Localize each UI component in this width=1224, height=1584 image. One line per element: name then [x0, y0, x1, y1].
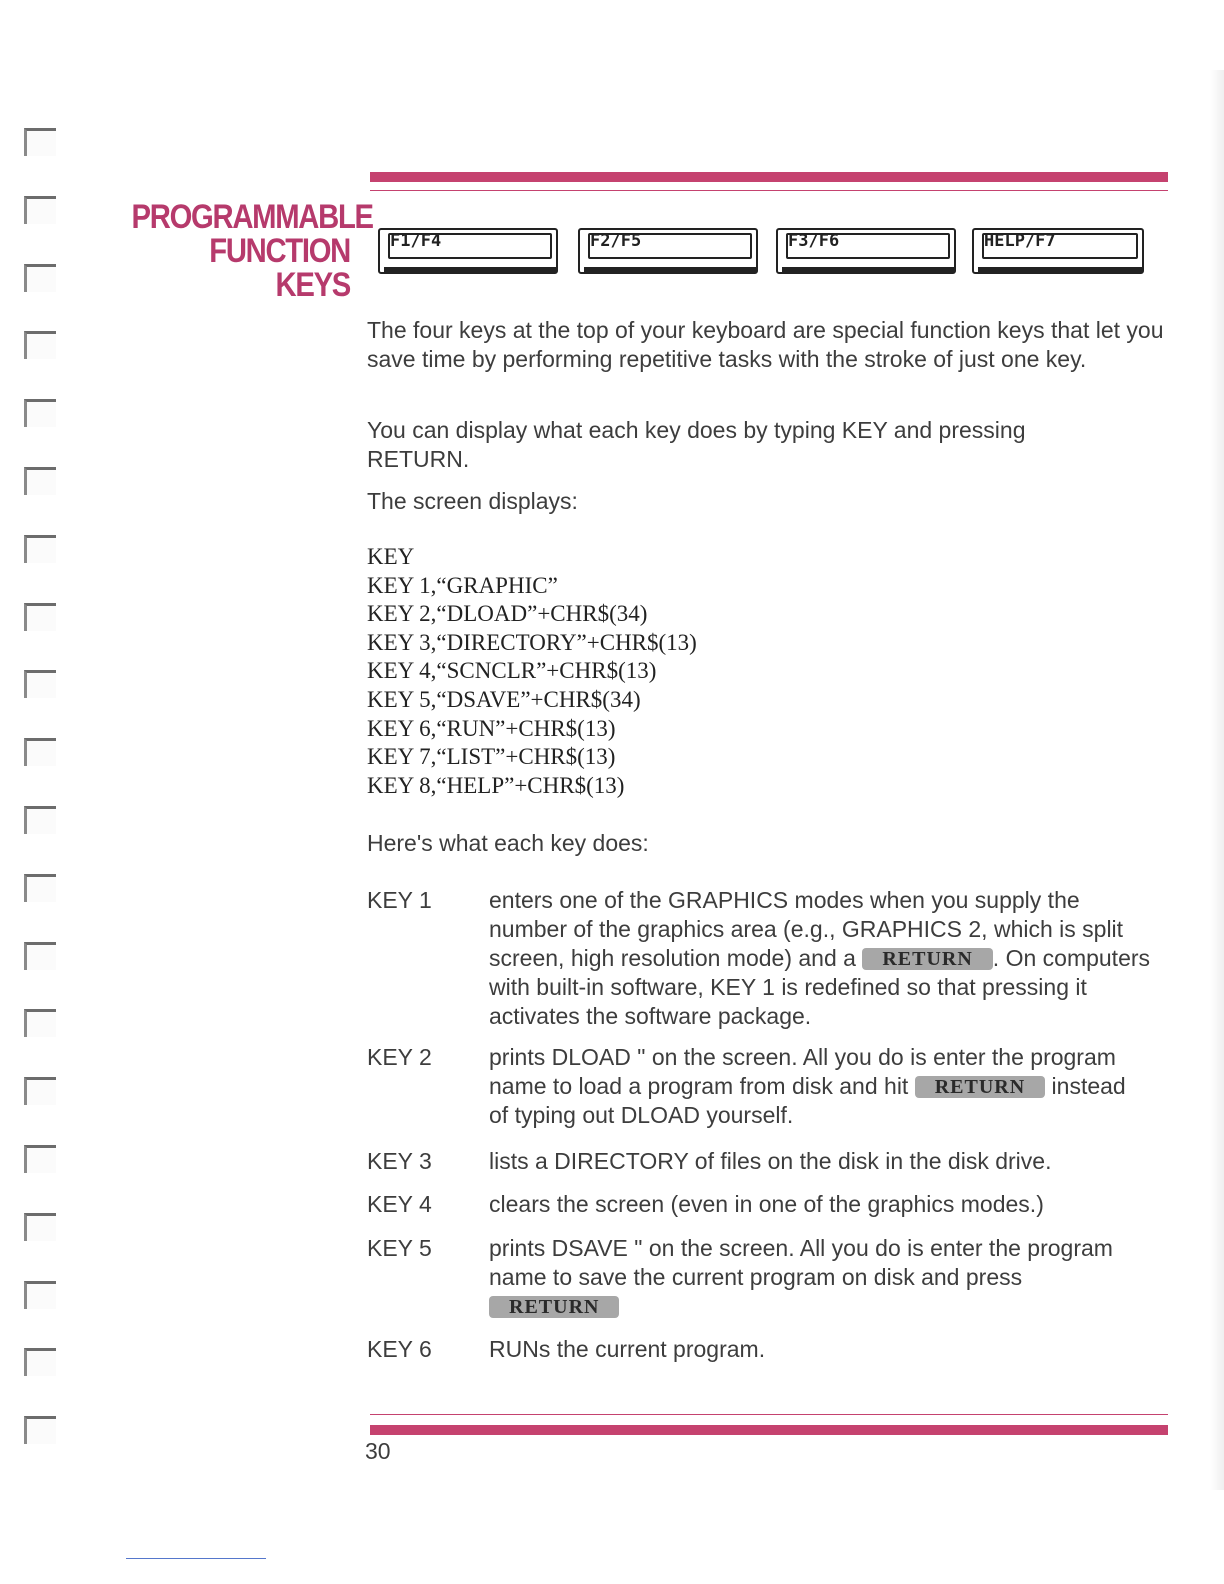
keycap-label: F3/F6	[788, 231, 840, 251]
binding-hole	[24, 399, 56, 427]
code-line: KEY 2,“DLOAD”+CHR$(34)	[367, 601, 648, 627]
key-definition: enters one of the GRAPHICS modes when you supply the number of the graphics area (e.g., GRAPHICS 2, which is split screen, high resolution mode) and a RETURN . On computers with built-in software, KEY 1 is redefined so that pressing it activates the software package.	[489, 887, 1151, 1029]
return-key-icon: RETURN	[915, 1076, 1045, 1098]
binding-hole	[24, 128, 56, 156]
binding-hole	[24, 1145, 56, 1173]
section-heading	[131, 198, 373, 304]
code-line: KEY 5,“DSAVE”+CHR$(34)	[367, 686, 641, 712]
heres-what-label: Here's what each key does:	[367, 830, 649, 856]
key-term: KEY 4	[367, 1191, 432, 1217]
key-term: KEY 5	[367, 1235, 432, 1261]
heading-line-1: PROGRAMMABLE	[131, 198, 373, 236]
function-key-illustration	[378, 228, 1158, 280]
key-definition: clears the screen (even in one of the graphics modes.)	[489, 1191, 1044, 1217]
display-instruction: You can display what each key does by typing KEY and pressing RETURN.	[367, 417, 1026, 472]
binding-hole	[24, 738, 56, 766]
binding-hole	[24, 603, 56, 631]
key-definition: prints DSAVE " on the screen. All you do is enter the program name to save the current program on disk and press RETURN	[489, 1235, 1113, 1318]
key-definition: lists a DIRECTORY of files on the disk in the disk drive.	[489, 1148, 1052, 1174]
binding-hole	[24, 1077, 56, 1105]
bottom-rule	[370, 1414, 1168, 1435]
key-listing	[367, 543, 697, 800]
keycap-label: F1/F4	[390, 231, 442, 251]
return-key-icon: RETURN	[489, 1296, 619, 1318]
binding-hole	[24, 1009, 56, 1037]
code-line: KEY 8,“HELP”+CHR$(13)	[367, 772, 625, 798]
binding-hole	[24, 806, 56, 834]
binding-hole	[24, 1416, 56, 1444]
code-line: KEY 1,“GRAPHIC”	[367, 572, 558, 598]
spiral-binding	[0, 0, 70, 1500]
binding-hole	[24, 196, 56, 224]
binding-hole	[24, 942, 56, 970]
scan-artifact-line	[126, 1558, 266, 1559]
return-key-icon: RETURN	[862, 948, 992, 970]
binding-hole	[24, 670, 56, 698]
intro-paragraph: The four keys at the top of your keyboard are special function keys that let you save time by performing repetitive tasks with the stroke of just one key.	[367, 317, 1164, 372]
binding-hole	[24, 467, 56, 495]
heading-line-3: KEYS	[275, 266, 350, 304]
code-line: KEY 7,“LIST”+CHR$(13)	[367, 744, 616, 770]
keycap-help-f7	[972, 228, 1144, 274]
key-term: KEY 1	[367, 887, 432, 913]
binding-hole	[24, 1348, 56, 1376]
key-definition: prints DLOAD " on the screen. All you do is enter the program name to load a program from disk and hit RETURN instead of typing out DLOAD yourself.	[489, 1044, 1126, 1128]
code-line: KEY 6,“RUN”+CHR$(13)	[367, 715, 616, 741]
key-definition: RUNs the current program.	[489, 1336, 766, 1362]
page-number: 30	[365, 1438, 391, 1464]
binding-hole	[24, 264, 56, 292]
page-edge-shadow	[1210, 70, 1224, 1490]
binding-hole	[24, 874, 56, 902]
code-line: KEY 3,“DIRECTORY”+CHR$(13)	[367, 629, 697, 655]
binding-hole	[24, 1281, 56, 1309]
binding-hole	[24, 331, 56, 359]
keycap-label: HELP/F7	[984, 231, 1056, 251]
keycap-f3-f6	[776, 228, 956, 274]
binding-hole	[24, 1213, 56, 1241]
key-term: KEY 6	[367, 1336, 432, 1362]
binding-hole	[24, 535, 56, 563]
screen-displays-label: The screen displays:	[367, 488, 578, 514]
code-line: KEY 4,“SCNCLR”+CHR$(13)	[367, 658, 657, 684]
key-term: KEY 2	[367, 1044, 432, 1070]
top-rule	[370, 172, 1168, 191]
key-term: KEY 3	[367, 1148, 432, 1174]
keycap-label: F2/F5	[590, 231, 642, 251]
code-line: KEY	[367, 544, 415, 569]
keycap-f2-f5	[578, 228, 758, 274]
heading-line-2: FUNCTION	[209, 232, 350, 270]
keycap-f1-f4	[378, 228, 558, 274]
